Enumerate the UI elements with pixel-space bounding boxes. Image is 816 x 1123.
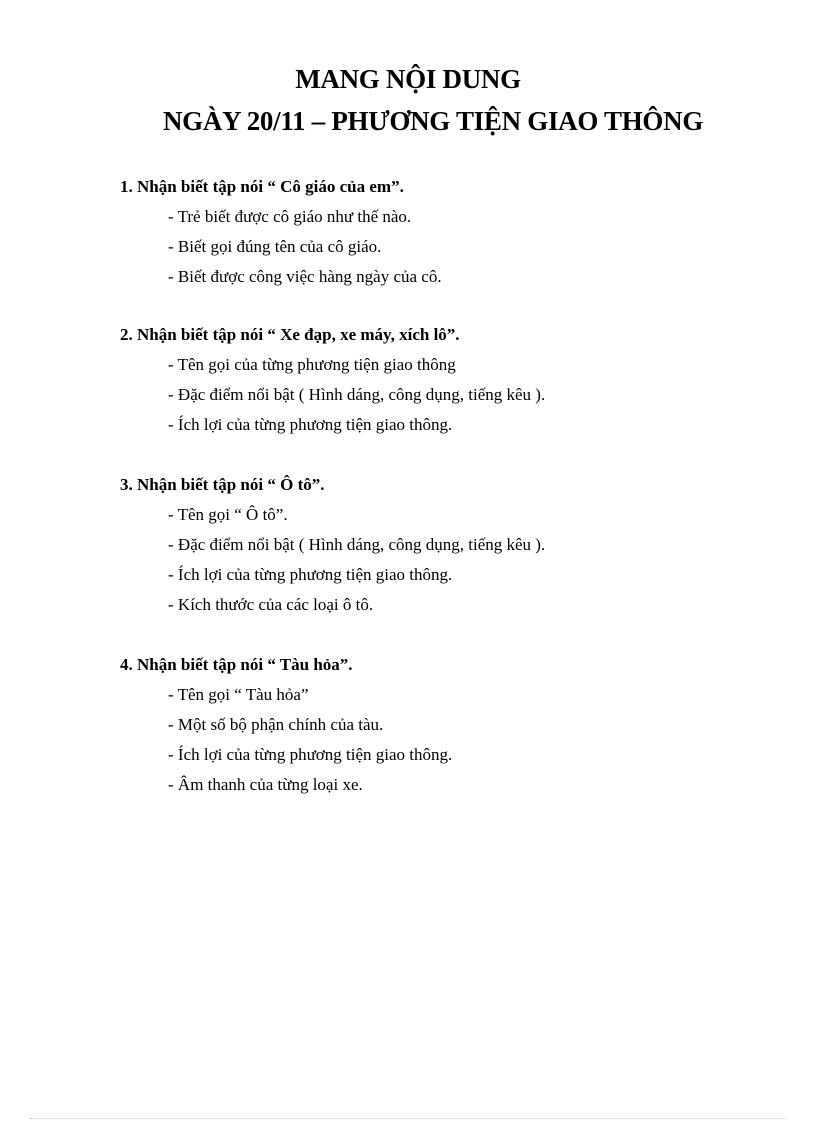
section-2	[120, 320, 780, 440]
list-item: - Kích thước của các loại ô tô.	[168, 595, 374, 614]
list-item: - Một số bộ phận chính của tàu.	[168, 715, 384, 734]
page-bottom-divider	[30, 1118, 786, 1119]
section-4	[120, 650, 780, 800]
list-item: - Ích lợi của từng phương tiện giao thông.	[168, 745, 453, 764]
list-item: - Trẻ biết được cô giáo như thế nào.	[168, 207, 412, 226]
section-3	[120, 470, 780, 620]
list-item: - Biết được công việc hàng ngày của cô.	[168, 267, 442, 286]
section-heading: 1. Nhận biết tập nói “ Cô giáo của em”.	[120, 177, 404, 196]
section-1	[120, 172, 780, 292]
list-item: - Đặc điểm nổi bật ( Hình dáng, công dụng, tiếng kêu ).	[168, 535, 546, 554]
list-item: - Biết gọi đúng tên của cô giáo.	[168, 237, 382, 256]
list-item: - Ích lợi của từng phương tiện giao thông.	[168, 415, 453, 434]
list-item: - Ích lợi của từng phương tiện giao thông.	[168, 565, 453, 584]
section-heading: 2. Nhận biết tập nói “ Xe đạp, xe máy, xích lô”.	[120, 325, 460, 344]
list-item: - Tên gọi của từng phương tiện giao thông	[168, 355, 456, 374]
list-item: - Tên gọi “ Tàu hỏa”	[168, 685, 309, 704]
list-item: - Tên gọi “ Ô tô”.	[168, 505, 288, 524]
list-item: - Đặc điểm nổi bật ( Hình dáng, công dụng, tiếng kêu ).	[168, 385, 546, 404]
section-heading: 4. Nhận biết tập nói “ Tàu hỏa”.	[120, 655, 353, 674]
document-title-line-2: NGÀY 20/11 – PHƯƠNG TIỆN GIAO THÔNG	[162, 106, 704, 136]
list-item: - Âm thanh của từng loại xe.	[168, 775, 363, 794]
document-title-line-1: MANG NỘI DUNG	[295, 64, 521, 94]
section-heading: 3. Nhận biết tập nói “ Ô tô”.	[120, 475, 325, 494]
